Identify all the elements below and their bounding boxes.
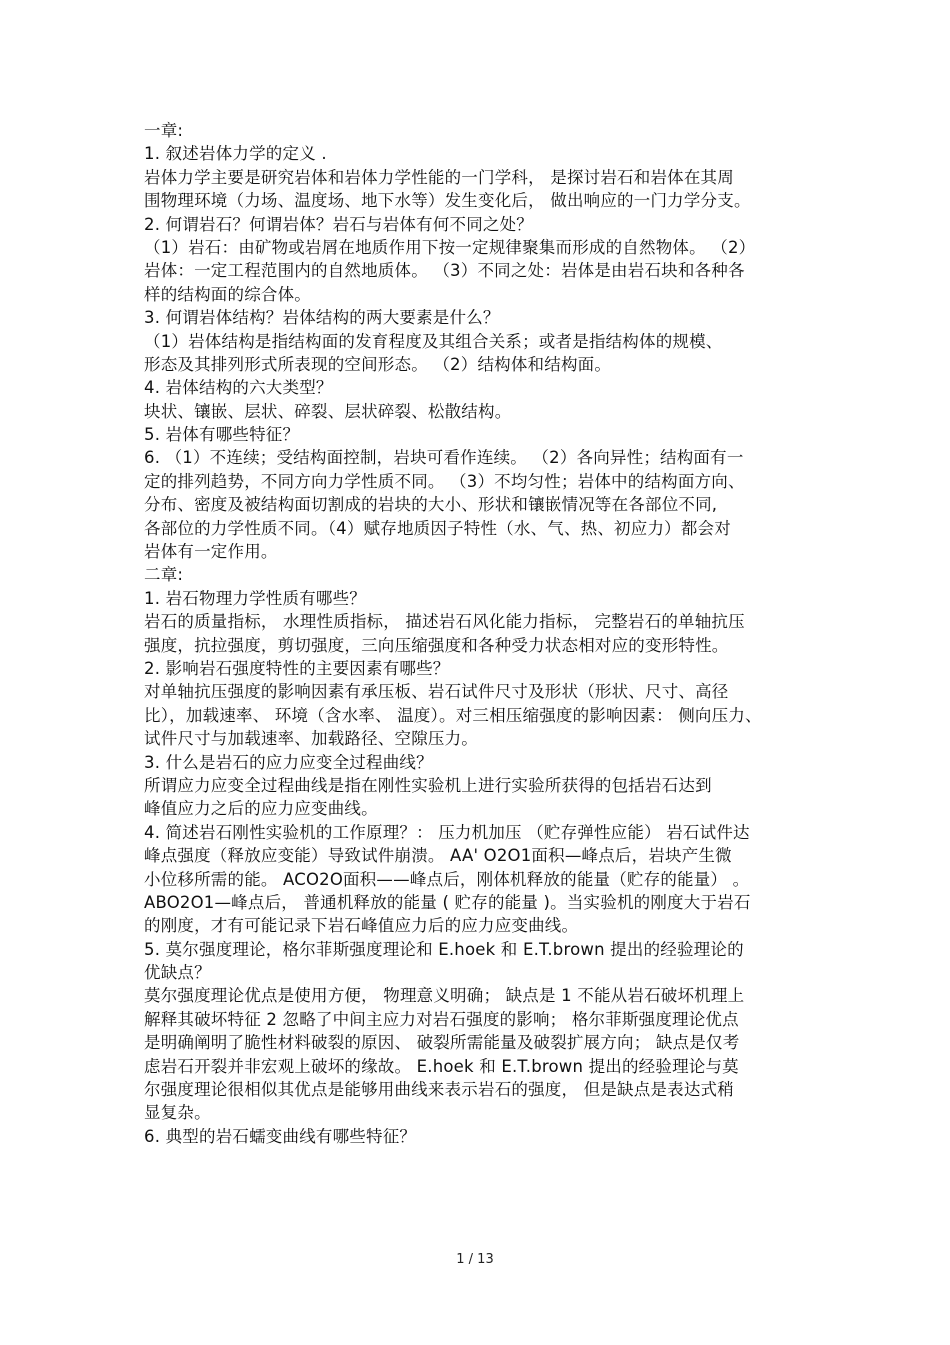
text-line: ABO2O1—峰点后， 普通机释放的能量 ( 贮存的能量 )。当实验机的刚度大于岩石 (144, 892, 751, 912)
document-body (144, 119, 809, 1148)
text-line: 显复杂。 (144, 1103, 211, 1123)
text-line: 的刚度，才有可能记录下岩石峰值应力后的应力应变曲线。 (144, 916, 579, 936)
text-line: 虑岩石开裂并非宏观上破坏的缘故。 E.hoek 和 E.T.brown 提出的经验理论与莫 (144, 1056, 739, 1076)
text-line: 5. 岩体有哪些特征？ (144, 425, 300, 445)
text-line: 比），加载速率、 环境（含水率、 温度）。对三相压缩强度的影响因素： 侧向压力、 (144, 705, 762, 725)
text-line: 4. 简述岩石刚性实验机的工作原理？： 压力机加压 （贮存弹性应能） 岩石试件达 (144, 822, 750, 842)
text-line: 岩体：一定工程范围内的自然地质体。 （3）不同之处：岩体是由岩石块和各种各 (144, 261, 745, 281)
text-line: 一章: (144, 121, 184, 140)
text-line: 定的排列趋势，不同方向力学性质不同。 （3）不均匀性；岩体中的结构面方向、 (144, 471, 745, 491)
text-line: 解释其破坏特征 2 忽略了中间主应力对岩石强度的影响； 格尔菲斯强度理论优点 (144, 1009, 739, 1029)
text-line: （1）岩石：由矿物或岩屑在地质作用下按一定规律聚集而形成的自然物体。 （2） (144, 237, 756, 257)
text-line: 围物理环境（力场、温度场、地下水等）发生变化后， 做出响应的一门力学分支。 (144, 191, 751, 211)
text-line: 1. 岩石物理力学性质有哪些？ (144, 588, 366, 608)
text-line: 二章: (144, 565, 184, 585)
text-line: 岩体力学主要是研究岩体和岩体力学性能的一门学科， 是探讨岩石和岩体在其周 (144, 167, 734, 187)
text-line: （1）岩体结构是指结构面的发育程度及其组合关系；或者是指结构体的规模、 (144, 331, 723, 351)
text-line: 小位移所需的能。 ACO2O面积——峰点后，刚体机释放的能量（贮存的能量） 。 (144, 869, 750, 889)
text-line: 峰点强度（释放应变能）导致试件崩溃。 AA' O2O1面积—峰点后，岩块产生微 (144, 846, 732, 866)
text-line: 6. （1）不连续；受结构面控制，岩块可看作连续。 （2）各向异性；结构面有一 (144, 448, 744, 468)
text-line: 3. 什么是岩石的应力应变全过程曲线？ (144, 752, 433, 772)
text-line: 岩石的质量指标， 水理性质指标， 描述岩石风化能力指标， 完整岩石的单轴抗压 (144, 612, 745, 632)
text-line: 6. 典型的岩石蠕变曲线有哪些特征？ (144, 1126, 417, 1146)
text-line: 3. 何谓岩体结构？岩体结构的两大要素是什么？ (144, 308, 500, 328)
text-line: 分布、密度及被结构面切割成的岩块的大小、形状和镶嵌情况等在各部位不同, (144, 495, 718, 515)
text-line: 尔强度理论很相似其优点是能够用曲线来表示岩石的强度， 但是缺点是表达式稍 (144, 1080, 734, 1100)
text-line: 所谓应力应变全过程曲线是指在刚性实验机上进行实验所获得的包括岩石达到 (144, 775, 712, 795)
text-line: 各部位的力学性质不同。（4）赋存地质因子特性（水、气、热、初应力）都会对 (144, 518, 731, 538)
text-line: 优缺点？ (144, 963, 211, 983)
text-line: 1. 叙述岩体力学的定义 . (144, 144, 327, 164)
text-line: 样的结构面的综合体。 (144, 284, 311, 304)
text-line: 2. 何谓岩石？何谓岩体？岩石与岩体有何不同之处？ (144, 214, 533, 234)
text-line: 块状、镶嵌、层状、碎裂、层状碎裂、松散结构。 (144, 401, 512, 421)
text-line: 2. 影响岩石强度特性的主要因素有哪些？ (144, 658, 450, 678)
text-line: 试件尺寸与加载速率、加载路径、空隙压力。 (144, 729, 478, 749)
text-line: 形态及其排列形式所表现的空间形态。 （2）结构体和结构面。 (144, 354, 612, 374)
text-line: 岩体有一定作用。 (144, 542, 278, 562)
text-line: 是明确阐明了脆性材料破裂的原因、 破裂所需能量及破裂扩展方向； 缺点是仅考 (144, 1033, 740, 1053)
text-line: 莫尔强度理论优点是使用方便， 物理意义明确； 缺点是 1 不能从岩石破坏机理上 (144, 986, 745, 1006)
text-line: 峰值应力之后的应力应变曲线。 (144, 799, 378, 819)
page-number: 1 / 13 (456, 1252, 494, 1267)
text-line: 4. 岩体结构的六大类型？ (144, 378, 333, 398)
text-line: 5. 莫尔强度理论，格尔菲斯强度理论和 E.hoek 和 E.T.brown 提出的经验理论的 (144, 939, 744, 959)
text-line: 对单轴抗压强度的影响因素有承压板、岩石试件尺寸及形状（形状、尺寸、高径 (144, 682, 729, 702)
text-line: 强度，抗拉强度，剪切强度，三向压缩强度和各种受力状态相对应的变形特性。 (144, 635, 729, 655)
